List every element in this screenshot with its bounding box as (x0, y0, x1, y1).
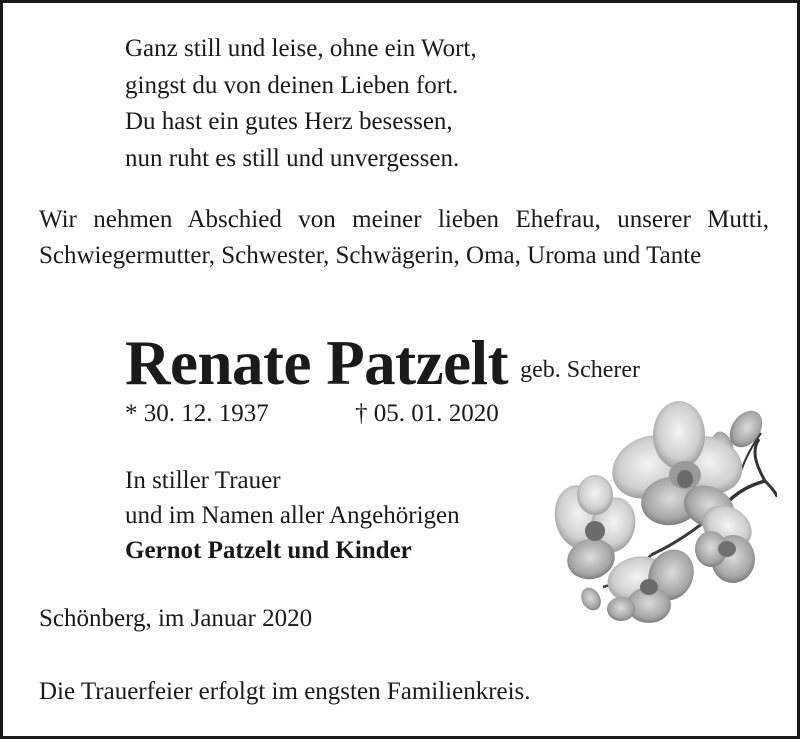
farewell-text: Wir nehmen Abschied von meiner lieben Ehefrau, unserer Mutti, Schwiegermutter, Schwester, Schwägerin, Oma, Uroma und Tante (39, 206, 769, 269)
mourning-line: In stiller Trauer (125, 467, 281, 494)
orchid-image (551, 399, 777, 629)
place-and-date: Schönberg, im Januar 2020 (39, 605, 313, 632)
poem-line: Du hast ein gutes Herz besessen, (125, 108, 453, 135)
memorial-poem (125, 31, 477, 177)
ceremony-note: Die Trauerfeier erfolgt im engsten Familienkreis. (39, 678, 531, 705)
poem-line: Ganz still und leise, ohne ein Wort, (125, 35, 477, 62)
deceased-name: Renate Patzelt (125, 328, 509, 398)
poem-line: nun ruht es still und unvergessen. (125, 144, 460, 172)
mourners-names: Gernot Patzelt und Kinder (125, 537, 412, 564)
birth-date: * 30. 12. 1937 (125, 400, 269, 427)
birth-name: geb. Scherer (520, 357, 641, 383)
deceased-name-row (125, 328, 640, 398)
mourners-block (125, 463, 460, 568)
poem-line: gingst du von deinen Lieben fort. (125, 71, 459, 99)
death-date: † 05. 01. 2020 (355, 400, 499, 427)
mourning-line: und im Namen aller Angehörigen (125, 502, 460, 529)
